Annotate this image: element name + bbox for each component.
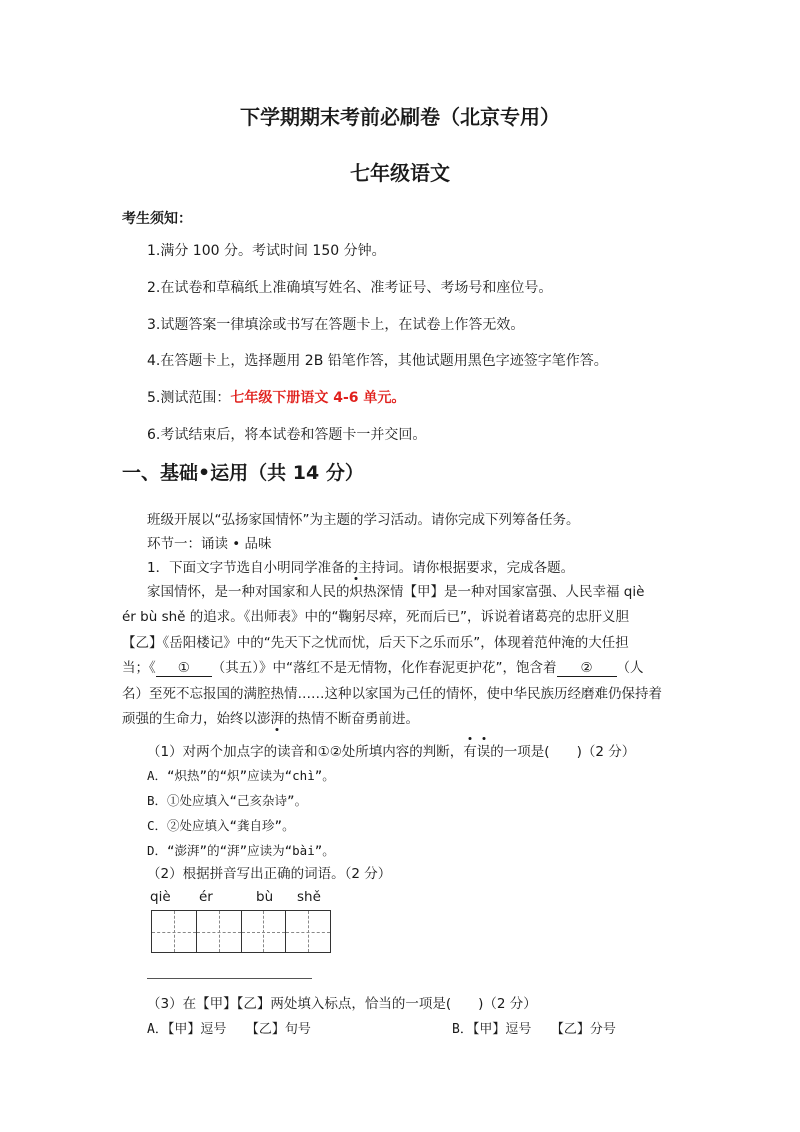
- question-2-stem: （2）根据拼音写出正确的词语。（2 分）: [147, 866, 392, 882]
- test-scope-highlight: 七年级下册语文 4-6 单元。: [230, 390, 406, 406]
- question-3-stem: （3）在【甲】【乙】两处填入标点，恰当的一项是( )（2 分）: [147, 996, 537, 1012]
- section-heading: 一、基础•运用（共 14 分）: [122, 462, 364, 484]
- pinyin-2: ér: [199, 889, 213, 905]
- passage-text: 当；《: [122, 660, 156, 676]
- blank-2: ②: [557, 660, 617, 677]
- dotted-char: 炽: [350, 580, 364, 600]
- passage-line-1: ér bù shě 的追求。《出师表》中的“鞠躬尽瘁，死而后已”，诉说着诸葛亮的忠肝义胆: [122, 609, 629, 625]
- notice-heading: 考生须知：: [122, 211, 192, 227]
- notice-rule-6: 6.考试结束后，将本试卷和答题卡一并交回。: [147, 427, 427, 443]
- notice-rule-5-prefix: 5.测试范围：: [147, 390, 231, 406]
- passage-line-3: [122, 656, 644, 677]
- writing-cell[interactable]: [242, 911, 287, 952]
- dotted-char: 湃: [271, 707, 285, 727]
- passage-text: （人: [616, 660, 644, 676]
- dotted-char: 有: [463, 740, 477, 760]
- option-b: B．【甲】逗号 【乙】分号: [452, 1022, 616, 1037]
- writing-cell[interactable]: [286, 911, 330, 952]
- page-subtitle: 七年级语文: [350, 161, 450, 185]
- part-label: 环节一：诵读 • 品味: [147, 536, 272, 552]
- option-b: B．①处应填入“己亥杂诗”。: [147, 793, 308, 808]
- option-a: A．【甲】逗号 【乙】句号: [147, 1022, 311, 1037]
- passage-text: 热深情【甲】是一种对国家富强、人民幸福 qiè: [363, 584, 645, 600]
- pinyin-3: bù: [256, 889, 274, 905]
- pinyin-4: shě: [297, 889, 321, 905]
- notice-rule-1: 1.满分 100 分。考试时间 150 分钟。: [147, 243, 386, 259]
- question-text: （1）对两个加点字的读音和①②处所填内容的判断，: [147, 744, 464, 760]
- notice-rule-3: 3.试题答案一律填涂或书写在答题卡上，在试卷上作答无效。: [147, 317, 525, 333]
- notice-rule-2: 2.在试卷和草稿纸上准确填写姓名、准考证号、考场号和座位号。: [147, 280, 553, 296]
- task-instruction: 1．下面文字节选自小明同学准备的主持词。请你根据要求，完成各题。: [147, 560, 575, 576]
- passage-line-4: 名）至死不忘报国的满腔热情……这种以家国为己任的情怀，使中华民族历经磨难仍保持着: [122, 686, 662, 702]
- pinyin-1: qiè: [150, 889, 171, 905]
- notice-rule-5: [147, 387, 405, 407]
- passage-text: 家国情怀，是一种对国家和人民的: [147, 584, 350, 600]
- dotted-char: 误: [477, 740, 491, 760]
- passage-text: （其五）》中“落红不是无情物，化作春泥更护花”，饱含着: [211, 660, 557, 676]
- writing-cell[interactable]: [197, 911, 242, 952]
- passage-text: 的热情不断奋勇前进。: [284, 711, 419, 727]
- passage-line-2: 【乙】《岳阳楼记》中的“先天下之忧而忧，后天下之乐而乐”，体现着范仲淹的大任担: [122, 635, 629, 651]
- writing-grid[interactable]: [151, 910, 331, 953]
- divider: [147, 978, 312, 979]
- blank-1: ①: [156, 660, 212, 677]
- option-d: D．“澎湃”的“湃”应读为“bài”。: [147, 843, 335, 858]
- passage-text: 顽强的生命力，始终以澎: [122, 711, 271, 727]
- question-1-stem: [147, 740, 635, 760]
- section-intro: 班级开展以“弘扬家国情怀”为主题的学习活动。请你完成下列筹备任务。: [147, 512, 580, 528]
- passage-line-0: [147, 580, 644, 600]
- writing-cell[interactable]: [152, 911, 197, 952]
- option-c: C．②处应填入“龚自珍”。: [147, 818, 295, 833]
- page-title: 下学期期末考前必刷卷（北京专用）: [240, 105, 560, 129]
- question-text: 的一项是( )（2 分）: [490, 744, 636, 760]
- option-a: A．“炽热”的“炽”应读为“chì”。: [147, 768, 335, 783]
- passage-line-5: [122, 707, 419, 727]
- notice-rule-4: 4.在答题卡上，选择题用 2B 铅笔作答，其他试题用黑色字迹签字笔作答。: [147, 353, 608, 369]
